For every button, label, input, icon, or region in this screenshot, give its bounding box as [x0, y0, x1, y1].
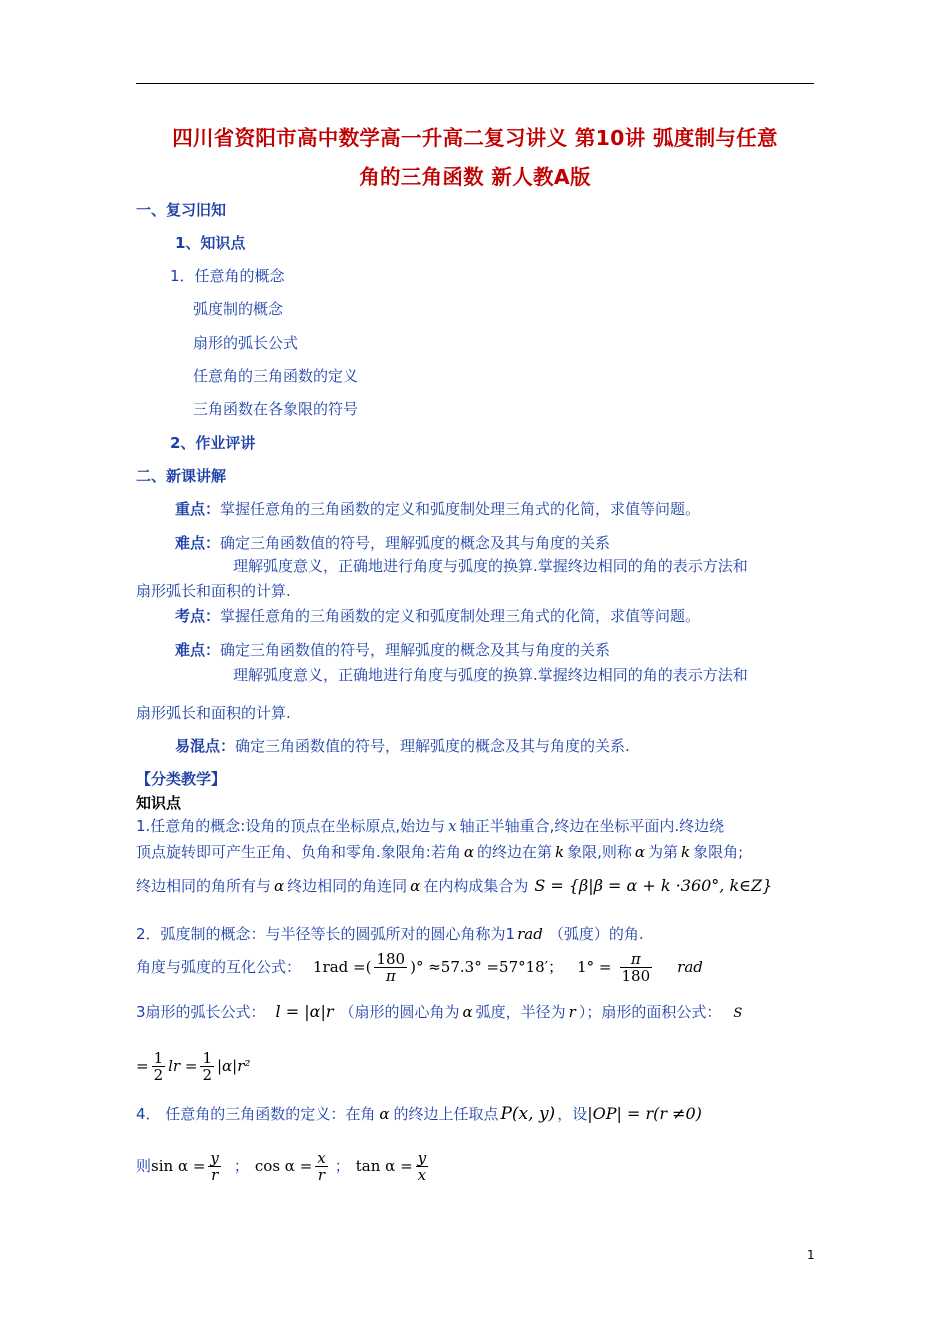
p1-text-d: 的终边在第	[476, 843, 552, 861]
cos-label: cos α =	[254, 1157, 313, 1175]
frac-den: r	[211, 1166, 219, 1184]
review-item: 三角函数在各象限的符号	[193, 400, 359, 418]
fraction-half	[200, 1050, 214, 1083]
frac-num: x	[317, 1149, 326, 1167]
var-S: S	[733, 1006, 743, 1021]
page-number: 1	[807, 1248, 815, 1262]
review-item: 1．任意角的概念	[170, 267, 285, 285]
key-text: 掌握任意角的三角函数的定义和弧度制处理三角式的化简，求值等问题。	[220, 500, 701, 518]
p4-set: ，设	[557, 1105, 588, 1123]
review-item: 扇形的弧长公式	[193, 334, 299, 352]
var-alpha: α	[463, 843, 474, 861]
frac-den: 180	[621, 967, 651, 985]
fraction-y-r	[208, 1150, 220, 1183]
p1-line3	[136, 877, 772, 895]
fraction-x-r	[315, 1150, 327, 1183]
p1-line2	[136, 843, 743, 861]
p1-text-e: 象限,则称	[567, 843, 632, 861]
hard2-text: 确定三角函数值的符号，理解弧度的概念及其与角度的关系	[220, 641, 611, 659]
fraction-180-pi	[374, 951, 407, 984]
p1-text-a: 1.任意角的概念:设角的顶点在坐标原点,始边与	[136, 817, 446, 835]
review-item: 弧度制的概念	[193, 300, 284, 318]
rad-symbol: rad	[677, 958, 703, 976]
knowledge-heading: 知识点	[136, 794, 182, 812]
newlesson-heading: 二、新课讲解	[136, 467, 227, 485]
frac-num: y	[417, 1149, 427, 1167]
exam-label: 考点：	[175, 607, 221, 625]
p2-tail: （弧度）的角.	[548, 925, 644, 943]
p3-mid2: 弧度，半径为	[475, 1003, 566, 1021]
exam-text: 掌握任意角的三角函数的定义和弧度制处理三角式的化简，求值等问题。	[220, 607, 701, 625]
frac-num: y	[210, 1149, 219, 1167]
op-formula: |OP| = r(r ≠0)	[587, 1104, 702, 1123]
tan-label: tan α =	[355, 1157, 413, 1175]
conv-formula-a: 1rad =(	[313, 958, 372, 976]
var-r: r	[568, 1003, 576, 1021]
p1-text-f: 为第	[648, 843, 679, 861]
var-alpha: α	[410, 877, 421, 895]
equals: =	[136, 1057, 149, 1075]
p1-text-b: 轴正半轴重合,终边在坐标平面内.终边绕	[459, 817, 725, 835]
area-formula	[136, 1044, 250, 1088]
doc-title-line1: 四川省资阳市高中数学高一升高二复习讲义 第10讲 弧度制与任意	[172, 126, 778, 150]
p2-line	[136, 925, 644, 943]
review-sub2: 2、作业评讲	[170, 434, 256, 452]
p1-line1	[136, 817, 724, 835]
p3-text: 3扇形的弧长公式：	[136, 1003, 266, 1021]
frac-num: 180	[376, 950, 406, 968]
set-formula: S = {β|β = α + k ·360°, k∈Z}	[534, 876, 773, 895]
hard-text: 确定三角函数值的符号，理解弧度的概念及其与角度的关系	[220, 534, 611, 552]
hard2-line3: 扇形弧长和面积的计算.	[136, 704, 291, 722]
conv-formula-c: 1° =	[577, 958, 612, 976]
var-alpha: α	[634, 843, 645, 861]
fraction-y-x	[416, 1150, 428, 1183]
frac-den: r	[317, 1166, 326, 1184]
p4-text: 4． 任意角的三角函数的定义：在角	[136, 1105, 376, 1123]
p3-mid: （扇形的圆心角为	[339, 1003, 460, 1021]
sin-label: sin α =	[151, 1157, 206, 1175]
fraction-half	[152, 1050, 166, 1083]
separator: ；	[334, 1157, 350, 1175]
classify-heading: 【分类教学】	[136, 770, 227, 788]
var-k: k	[554, 843, 565, 861]
key-point	[175, 500, 700, 518]
rad-symbol: rad	[517, 925, 543, 943]
p1-text-c: 顶点旋转即可产生正角、负角和零角.象限角:若角	[136, 843, 461, 861]
difficult-point-2	[175, 641, 610, 659]
hard2-label: 难点：	[175, 641, 221, 659]
frac-den: π	[385, 967, 396, 985]
key-label: 重点：	[175, 500, 221, 518]
review-heading: 一、复习旧知	[136, 201, 227, 219]
alpha-r2-term: |α|r²	[216, 1057, 251, 1075]
doc-title-line2: 角的三角函数 新人教A版	[359, 165, 591, 189]
p3-line	[136, 1003, 742, 1023]
p4-line	[136, 1105, 702, 1123]
fraction-pi-180	[620, 951, 653, 984]
p2b-text: 角度与弧度的互化公式：	[136, 958, 302, 976]
trig-definitions	[136, 1144, 431, 1188]
p1-text-i: 终边相同的角连同	[287, 877, 408, 895]
confuse-text: 确定三角函数值的符号，理解弧度的概念及其与角度的关系.	[235, 737, 630, 755]
hard-line2: 理解弧度意义，正确地进行角度与弧度的换算.掌握终边相同的角的表示方法和	[233, 557, 748, 575]
hard-label: 难点：	[175, 534, 221, 552]
p1-text-g: 象限角;	[693, 843, 744, 861]
lr-term: lr =	[168, 1057, 198, 1075]
p1-text-h: 终边相同的角所有与	[136, 877, 272, 895]
exam-point	[175, 607, 700, 625]
confuse-label: 易混点：	[175, 737, 236, 755]
p2-text: 2．弧度制的概念：与半径等长的圆弧所对的圆心角称为1	[136, 925, 516, 943]
frac-den: 2	[153, 1066, 164, 1084]
var-alpha: α	[274, 877, 285, 895]
hard2-line2: 理解弧度意义，正确地进行角度与弧度的换算.掌握终边相同的角的表示方法和	[233, 666, 748, 684]
confuse-point	[175, 737, 630, 755]
var-alpha: α	[462, 1003, 473, 1021]
difficult-point	[175, 534, 610, 552]
var-x: x	[448, 817, 457, 835]
separator: ；	[233, 1157, 249, 1175]
review-sub1: 1、知识点	[175, 234, 246, 252]
arc-length-formula: l = |α|r	[275, 1002, 334, 1021]
point-P: P(x, y)	[500, 1104, 556, 1124]
p1-text-j: 在内构成集合为	[423, 877, 529, 895]
var-alpha: α	[379, 1105, 390, 1123]
p3-tail: ）；扇形的面积公式：	[578, 1003, 722, 1021]
frac-den: x	[417, 1166, 427, 1184]
p5-then: 则	[136, 1157, 152, 1175]
p2b-line	[136, 946, 703, 988]
var-k: k	[681, 843, 691, 861]
frac-num: π	[620, 951, 653, 968]
review-item: 任意角的三角函数的定义	[193, 367, 359, 385]
header-rule	[136, 83, 814, 84]
hard-line3: 扇形弧长和面积的计算.	[136, 582, 291, 600]
p4-mid: 的终边上任取点	[393, 1105, 499, 1123]
frac-num: 1	[202, 1049, 212, 1067]
conv-formula-b: )° ≈57.3° =57°18′；	[410, 958, 564, 976]
frac-num: 1	[153, 1049, 164, 1067]
frac-den: 2	[202, 1066, 212, 1084]
